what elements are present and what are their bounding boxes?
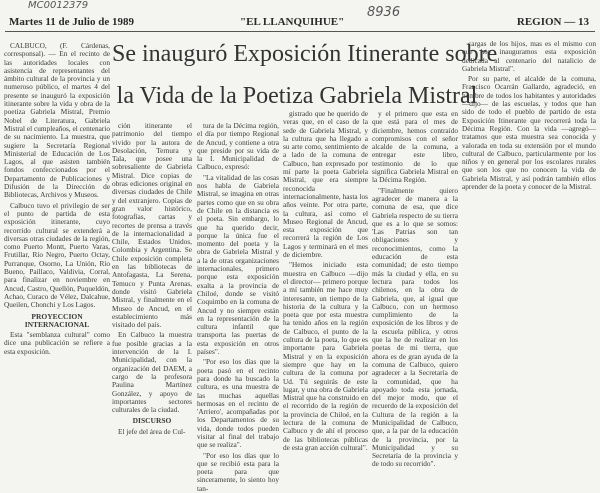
paragraph: tura de la Décima región, el día por tiempo Regional de Ancud, y contiene a otra que preside por su vida de la I. Municipalidad de Calbuco, expresó: (197, 121, 279, 172)
paragraph: Por su parte, el alcalde de la comuna, Francisco Ocarrán Gallardo, agradeció, en nombre de todos los habitantes y autoridades —dijo— de las escuelas, y todos que han sido de todo el pueblo de partido de esta Exposición Itinerante que recorrerá toda la Décima Región. Con la vida —agregó— tratamos que esta muestra sea conocida y valorada en toda su extensión por el mundo cultural de Calbuco, particularmente por los niños y en general por los escolares rurales que son los que no conocen la vida de Gabriela Mistral, y así podrán también ellos aprender de la poeta y conocer de la Mistral. (462, 74, 596, 192)
paragraph: cargas de los hijos, mas es el mismo con que hoy inauguramos esta exposición dedicada al centenario del natalicio de Gabriela Mistral". (462, 39, 596, 73)
article-column-2 (112, 122, 192, 441)
subheading: PROYECCION INTERNACIONAL (24, 311, 90, 329)
paragraph: CALBUCO, (F. Cárdenas, corresponsal). — En el recinto de las autoridades locales con asistencia de representantes del ámbito cultural de la provincia y un numeroso público, el martes 4 del presente se inauguró la exposición itinerante sobre la vida y obra de la poetiza Gabriela Mistral, Premio Nobel de Literatura, Gabriela Mistral el cumpleaños, el centenario de su nacimiento. La muestra, que sugiere la Secretaría Regional Ministerial de Educación de Los Lagos, al que asisten también fondos confeccionados por el Departamento de Publicaciones y Difusión de la Dirección de Bibliotecas, Archivos y Museos. (4, 41, 110, 200)
article-title-line1: Se inauguró Exposición Itinerante sobre (112, 41, 498, 67)
paragraph: "Hemos iniciado esta muestra en Calbuco —dijo el director— primero porque a mí también me hace muy interesante, un tiempo de la historia de la cultura y la poeta que por esta muestra ha tenido años en la región de Calbuco, el punto de la cultura de la poeta, lo que es importante para Gabriela Mistral y en la exposición siempre que hay en la cultura de la comuna por Ud. Tú seguirás de este lugar, y una obra de Gabriela Mistral que ha construido en el recorrido de la región de la provincia de Chiloé, en la lectura de la comuna de Calbuco y de ahí el proceso de las bibliotecas públicas de esta gran acción cultural". (283, 260, 368, 452)
paragraph: "Finalmente quiero agradecer de manera a la comuna de esa, que dice Gabriela respecto de su tierra que es a lo que se somos: 'Las Patrias son tan obligaciones y reconocimientos, como la educación de esta comunidad; de esto tiempo más la ciudad y ella, en su lectura para todos los chilenos, en la obra de Gabriela, que, al igual que Calbuco, con un hermoso cumplimiento de la exposición de los libros y de la escuela pública, y otros que la he de realizar en los poetas de mi tierra, que ahora es de gran ayuda de la comuna de Calbuco, quiero agradecer a la Secretaría de la comunidad, que ha apoyado toda esta jornada, del mejor modo, que el recuerdo de la exposición del Cultura de la región a la Municipalidad de Calbuco, que, a la par de la educación de la provincia, por la Municipalidad y su Secretaría de la provincia y de todo su recorrido". (372, 185, 458, 469)
paragraph: En Calbuco la muestra fue posible gracias a la intervención de la I. Municipalidad, con la organización del DAEM, a cargo de la profesora Paulina Martínez González, y apoyo de importantes sectores culturales de la ciudad. (112, 330, 192, 415)
article-column-3 (197, 121, 279, 493)
paragraph: El jefe del área de Cul- (118, 426, 186, 436)
paragraph: y el primero que esta en que está para el mes de diciembre, hemos contraído compromisos con el señor alcalde de la comuna, a entregar este libro, testimonio de lo que significa Gabriela Mistral en la Décima Región. (372, 109, 458, 185)
paragraph: Esta "semblanza cultural" como dice una publicación se refiere a esta exposición. (4, 330, 110, 356)
paragraph: gistrado que he querido de veras que, en el caso de la sede de Gabriela Mistral, y la cultura que ha llegado a su arte como, sentimiento de a lado de la comuna de Calbuco, han expresado por mí parte la poeta Gabriela Mistral, que era siempre reconocida internacionalmente, hasta los años veinte. Por otra parte, la cultura, así como el Museo Regional de Ancud, esta exposición que recorrerá la región de Los Lagos y terminará en el mes de diciembre. (283, 109, 368, 260)
article-column-1 (4, 42, 110, 441)
paragraph: Calbuco tuvo el privilegio de ser el punto de partida de esta exposición itinerante, cuyo recorrido cultural se extenderá a diversas otras ciudades de la región, como Puerto Montt, Puerto Varas, Frutillar, Río Negro, Puerto Octay, Purranque, Osorno, La Unión, Río Bueno, Paillaco, Valdivia, Corral, para finalizar en noviembre en Ancud, Castro, Quellón, Puqueldón, Achao, Curaco de Vélez, Dalcahue, Queilen, Chonchi y Los Lagos. (4, 200, 110, 310)
article-column-6 (462, 40, 596, 441)
article-column-4 (283, 109, 368, 452)
header-paper-name: "EL LLANQUIHUE" (240, 16, 345, 28)
paragraph: "Por eso los días que lo que se recibió esta para la poeta para que sinceramente, lo siento hoy tan- (197, 450, 279, 493)
archive-ref-handwritten: MC0012379 (28, 0, 89, 11)
archive-code-handwritten: 8936 (367, 5, 401, 20)
subheading: DISCURSO (132, 416, 172, 426)
header-section: REGION — 13 (516, 16, 589, 28)
page-header (5, 16, 595, 32)
article-column-5 (372, 109, 458, 469)
header-date: Martes 11 de Julio de 1989 (9, 16, 134, 28)
paragraph: "La vitalidad de las cosas nos habla de Gabriela Mistral, se imagina en otras partes como que en su obra de Chile en la distancia es el poeta. Sin embargo, lo que ha querido decir, porque la única fue el momento del poeta y la obra de Gabriela Mistral y a la de otras organizaciones internacionales, primero porque esta exposición exalta a la provincia de Chiloé, donde se visitó Coquimbo en la comuna de Ancud y no siempre están en la representación de la cultura infantil que transporta las puertas de esta exposición en otros países". (197, 172, 279, 357)
paragraph: ción itinerante el patrimonio del tiempo vivido por la autora de Desolación, Ternura y Tala, que posee una sobresaliente de Gabriela Mistral. Dice copias de obras ediciones original en diversas ciudades de Chile y del extranjero. Copias de gran valor histórico, fotografías, cartas y recortes de prensa a través de la internacionalidad a Chile, Estados Unidos, Colombia y Argentina. Se Chile exposición completa en las bibliotecas de Antofagasta, La Serena, Temuco y Punta Arenas, donde visitó Gabriela Mistral, y finalmente en el Museo de Ancud, en el establecimiento más visitado del país. (112, 121, 192, 330)
article-title-line2: la Vida de la Poetiza Gabriela Mistral (116, 83, 478, 109)
paragraph: "Por eso los días que la poeta pasó en el recinto para donde ha buscado la cultura, es una muestra de las muchas aquellas hermosas en el recinto de 'Arriero', acompañadas por los Departamentos de su vida, donde todos pueden visitar al final del trabajo que se realiza". (197, 357, 279, 450)
